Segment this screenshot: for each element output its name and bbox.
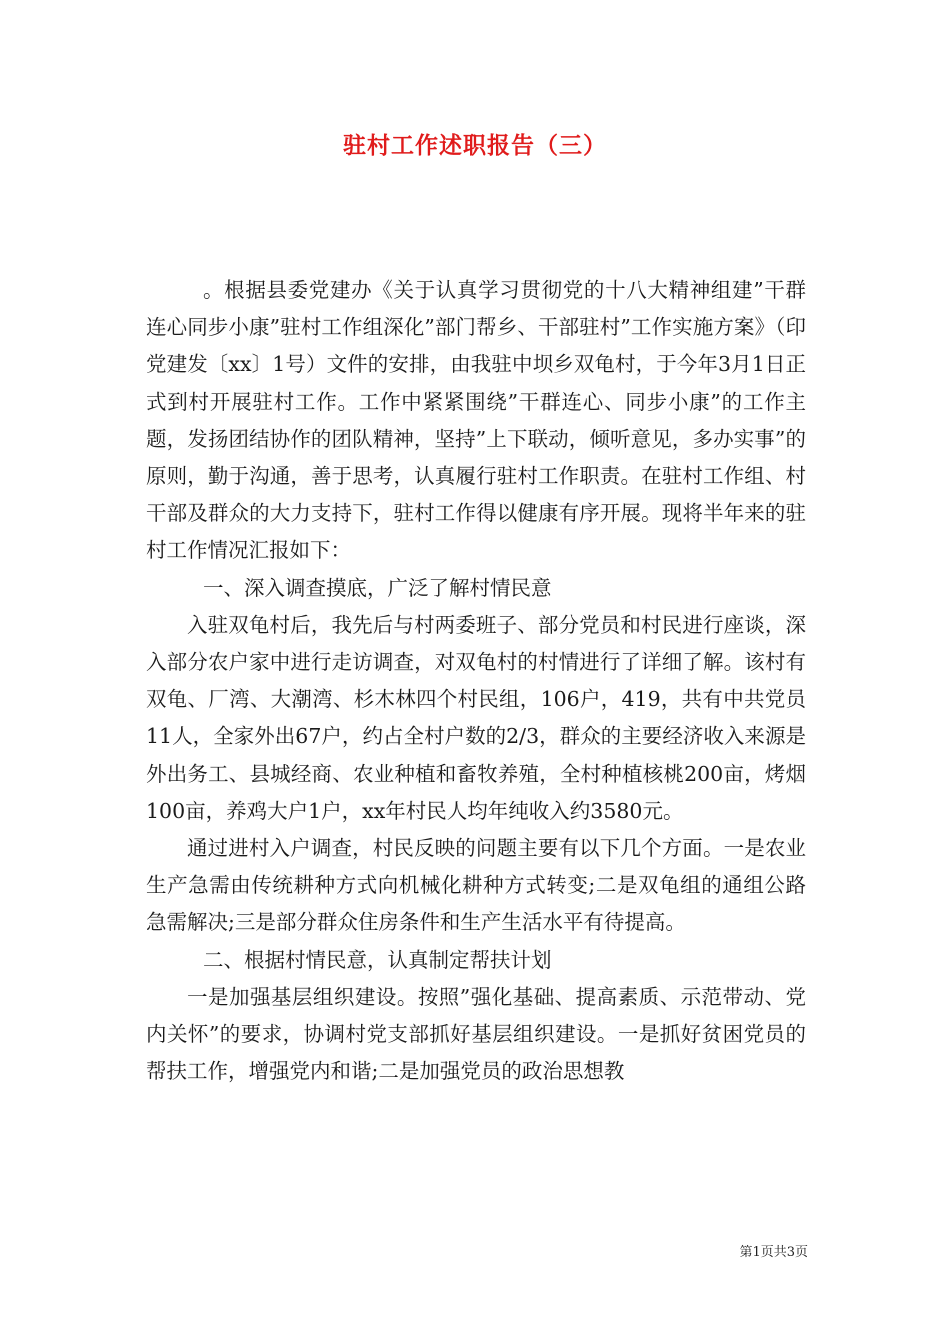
page-number: 第1页共3页 (739, 1245, 808, 1260)
section-heading-2: 二、根据村情民意，认真制定帮扶计划 (203, 947, 552, 972)
issues-paragraph: 通过进村入户调查，村民反映的问题主要有以下几个方面。一是农业生产急需由传统耕种方式向机械化耕种方式转变;二是双龟组的通组公路急需解决;三是部分群众住房条件和生产生活水平有待提高。 (146, 836, 806, 935)
survey-paragraph: 入驻双龟村后，我先后与村两委班子、部分党员和村民进行座谈，深入部分农户家中进行走访调查，对双龟村的村情进行了详细了解。该村有双龟、厂湾、大潮湾、杉木林四个村民组，106户，419，共有中共党员11人，全家外出67户，约占全村户数的2/3，群众的主要经济收入来源是外出务工、县城经商、农业种植和畜牧养殖，全村种植核桃200亩，烤烟100亩，养鸡大户1户，xx年村民人均年纯收入约3580元。 (146, 612, 806, 823)
plan-paragraph: 一是加强基层组织建设。按照”强化基础、提高素质、示范带动、党内关怀”的要求，协调村党支部抓好基层组织建设。一是抓好贫困党员的帮扶工作，增强党内和谐;二是加强党员的政治思想教 (146, 984, 806, 1084)
document-title: 驻村工作述职报告（三） (343, 132, 607, 159)
intro-paragraph: 。根据县委党建办《关于认真学习贯彻党的十八大精神组建”干群连心同步小康”驻村工作组深化”部门帮乡、干部驻村”工作实施方案》（印党建发〔xx〕1号）文件的安排，由我驻中坝乡双龟村，于今年3月1日正式到村开展驻村工作。工作中紧紧围绕”干群连心、同步小康”的工作主题，发扬团结协作的团队精神，坚持”上下联动，倾听意见，多办实事”的原则，勤于沟通，善于思考，认真履行驻村工作职责。在驻村工作组、村干部及群众的大力支持下，驻村工作得以健康有序开展。现将半年来的驻村工作情况汇报如下： (146, 278, 806, 563)
section-heading-1: 一、深入调查摸底，广泛了解村情民意 (203, 575, 552, 600)
document-body (146, 272, 806, 1090)
